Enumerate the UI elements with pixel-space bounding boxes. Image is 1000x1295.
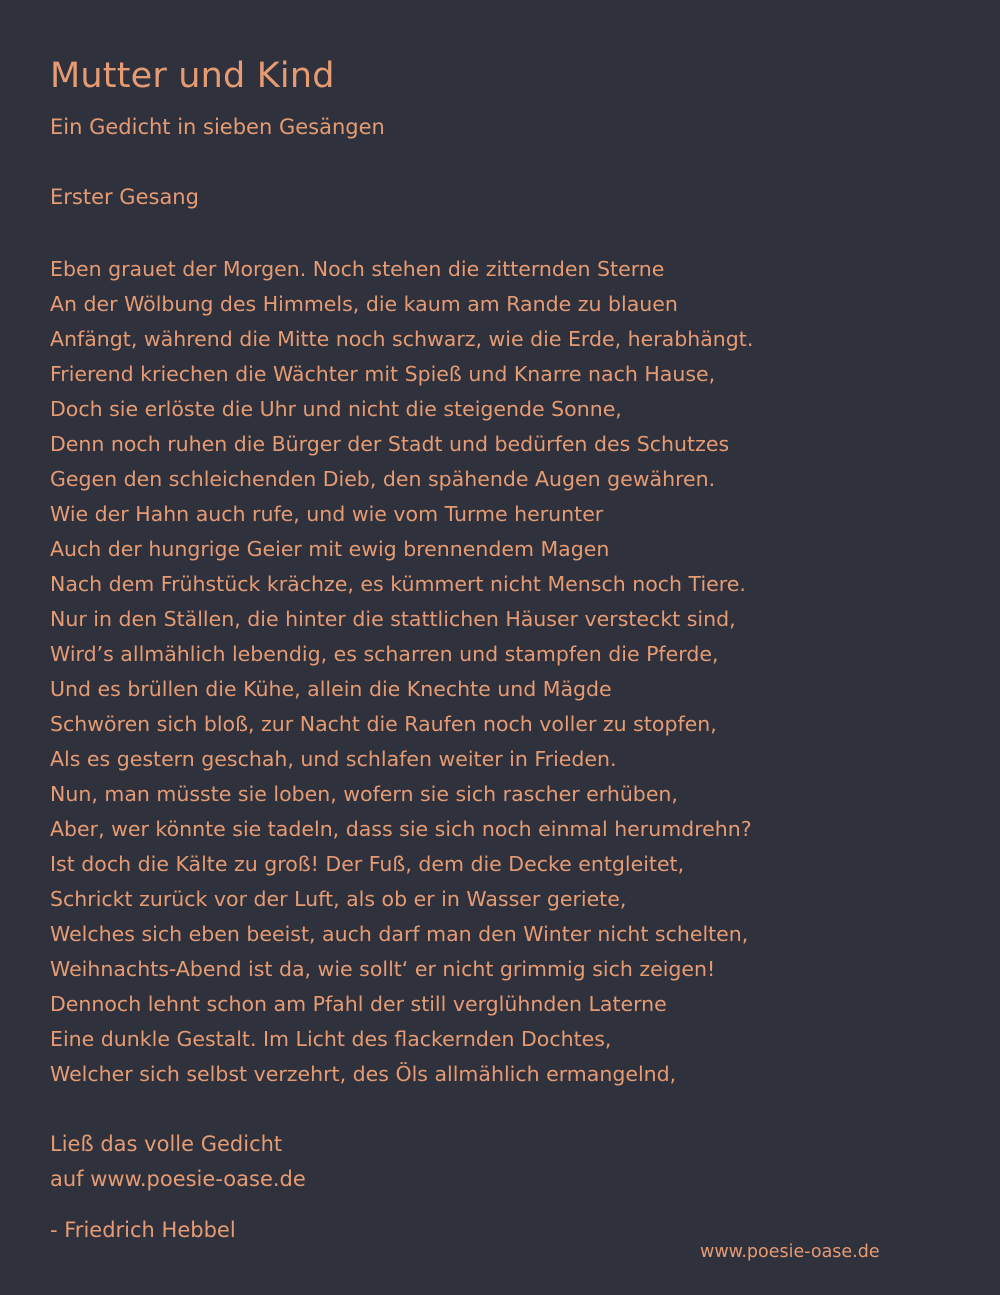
poem-line: Eine dunkle Gestalt. Im Licht des flackernden Dochtes,: [50, 1027, 612, 1051]
poem-card: [50, 52, 960, 1245]
poem-line: Anfängt, während die Mitte noch schwarz, wie die Erde, herabhängt.: [50, 327, 754, 351]
poem-line: An der Wölbung des Himmels, die kaum am Rande zu blauen: [50, 292, 678, 316]
poem-line: Nach dem Frühstück krächze, es kümmert nicht Mensch noch Tiere.: [50, 572, 746, 596]
poem-line: Schrickt zurück vor der Luft, als ob er in Wasser geriete,: [50, 887, 627, 911]
poem-line: Wie der Hahn auch rufe, und wie vom Turme herunter: [50, 502, 604, 526]
read-more-link[interactable]: auf www.poesie-oase.de: [50, 1167, 306, 1191]
poem-line: Nun, man müsste sie loben, wofern sie sich rascher erhüben,: [50, 782, 678, 806]
poem-line: Ist doch die Kälte zu groß! Der Fuß, dem die Decke entgleitet,: [50, 852, 685, 876]
poem-line: Welcher sich selbst verzehrt, des Öls allmählich ermangelnd,: [50, 1062, 677, 1086]
poem-line: Weihnachts-Abend ist da, wie sollt‘ er nicht grimmig sich zeigen!: [50, 957, 716, 981]
poem-line: Nur in den Ställen, die hinter die stattlichen Häuser versteckt sind,: [50, 607, 736, 631]
poem-line: Welches sich eben beeist, auch darf man den Winter nicht schelten,: [50, 922, 749, 946]
poem-subtitle: Ein Gedicht in sieben Gesängen: [50, 115, 385, 139]
poem-line: Dennoch lehnt schon am Pfahl der still verglühnden Laterne: [50, 992, 667, 1016]
poem-line: Eben grauet der Morgen. Noch stehen die zitternden Sterne: [50, 257, 665, 281]
poem-author: - Friedrich Hebbel: [50, 1218, 236, 1242]
read-more-note: [50, 1127, 960, 1197]
poem-line: Auch der hungrige Geier mit ewig brennendem Magen: [50, 537, 610, 561]
section-heading: Erster Gesang: [50, 185, 199, 209]
poem-line: Denn noch ruhen die Bürger der Stadt und bedürfen des Schutzes: [50, 432, 730, 456]
poem-line: Doch sie erlöste die Uhr und nicht die steigende Sonne,: [50, 397, 622, 421]
poem-line: Wird’s allmählich lebendig, es scharren und stampfen die Pferde,: [50, 642, 719, 666]
poem-lines: [50, 252, 960, 1092]
poem-line: Schwören sich bloß, zur Nacht die Raufen noch voller zu stopfen,: [50, 712, 717, 736]
poem-line: Und es brüllen die Kühe, allein die Knechte und Mägde: [50, 677, 612, 701]
footer-url[interactable]: www.poesie-oase.de: [700, 1242, 880, 1262]
poem-line: Frierend kriechen die Wächter mit Spieß und Knarre nach Hause,: [50, 362, 716, 386]
poem-line: Gegen den schleichenden Dieb, den spähende Augen gewähren.: [50, 467, 716, 491]
read-more-line: Ließ das volle Gedicht: [50, 1132, 283, 1156]
poem-line: Als es gestern geschah, und schlafen weiter in Frieden.: [50, 747, 617, 771]
poem-title: Mutter und Kind: [50, 56, 335, 96]
poem-line: Aber, wer könnte sie tadeln, dass sie sich noch einmal herumdrehn?: [50, 817, 752, 841]
